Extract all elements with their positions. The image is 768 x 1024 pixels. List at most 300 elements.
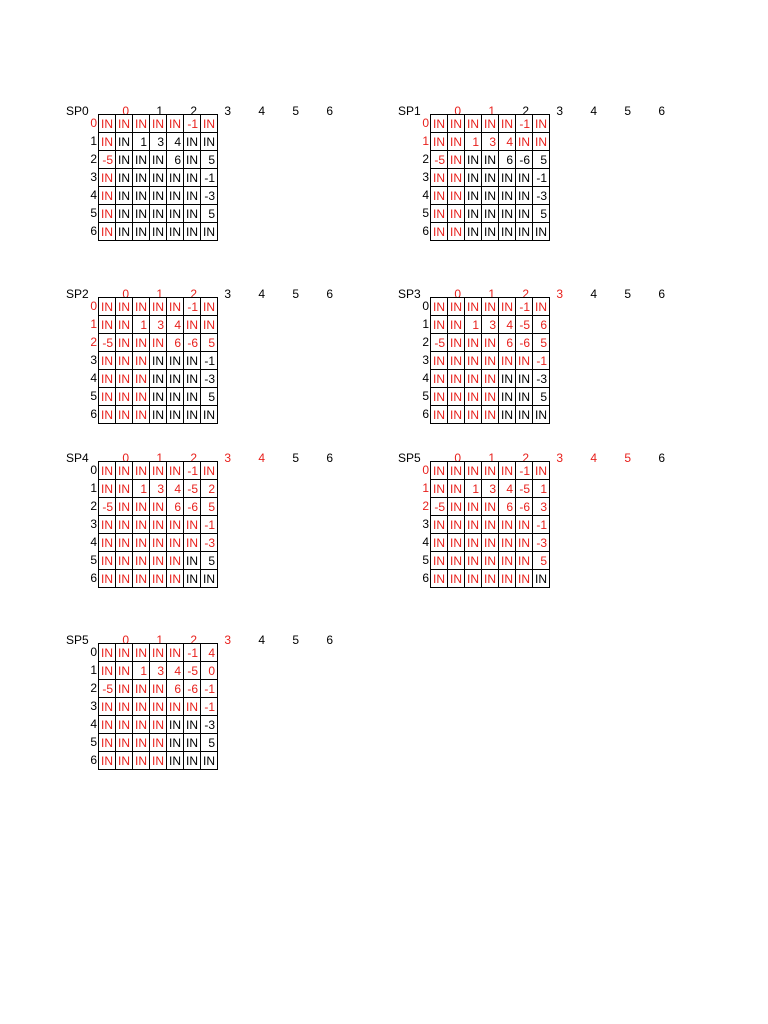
grid-cell[interactable]: IN xyxy=(499,205,516,223)
grid-cell[interactable]: 4 xyxy=(499,316,516,334)
grid-cell[interactable]: IN xyxy=(116,406,133,424)
grid-cell[interactable]: IN xyxy=(184,205,201,223)
grid-cell[interactable]: IN xyxy=(167,552,184,570)
grid-cell[interactable]: IN xyxy=(133,644,150,662)
grid-cell[interactable]: IN xyxy=(431,570,448,588)
grid-cell[interactable]: 6 xyxy=(533,316,550,334)
grid-cell[interactable]: IN xyxy=(431,115,448,133)
grid-cell[interactable]: IN xyxy=(99,752,116,770)
grid-cell[interactable]: IN xyxy=(431,552,448,570)
grid-cell[interactable]: IN xyxy=(448,205,465,223)
grid-cell[interactable]: IN xyxy=(99,516,116,534)
grid-cell[interactable]: -3 xyxy=(201,534,218,552)
grid-cell[interactable]: IN xyxy=(465,334,482,352)
grid-cell[interactable]: IN xyxy=(116,169,133,187)
grid-cell[interactable]: IN xyxy=(482,151,499,169)
grid-cell[interactable]: 5 xyxy=(201,205,218,223)
grid-cell[interactable]: IN xyxy=(116,734,133,752)
grid-cell[interactable]: IN xyxy=(465,462,482,480)
grid-cell[interactable]: IN xyxy=(448,334,465,352)
grid-cell[interactable]: IN xyxy=(99,662,116,680)
grid-cell[interactable]: IN xyxy=(150,644,167,662)
grid-cell[interactable]: IN xyxy=(133,498,150,516)
grid-cell[interactable]: 5 xyxy=(201,734,218,752)
grid-cell[interactable]: -1 xyxy=(201,680,218,698)
grid-cell[interactable]: -5 xyxy=(184,480,201,498)
grid-cell[interactable]: IN xyxy=(116,462,133,480)
grid-cell[interactable]: IN xyxy=(499,223,516,241)
grid-cell[interactable]: 3 xyxy=(533,498,550,516)
grid-cell[interactable]: IN xyxy=(167,352,184,370)
grid-cell[interactable]: IN xyxy=(516,133,533,151)
grid-cell[interactable]: IN xyxy=(465,352,482,370)
grid-cell[interactable]: IN xyxy=(99,734,116,752)
grid-cell[interactable]: -5 xyxy=(431,334,448,352)
grid-cell[interactable]: IN xyxy=(99,644,116,662)
grid-cell[interactable]: IN xyxy=(116,516,133,534)
grid-cell[interactable]: IN xyxy=(167,115,184,133)
grid-cell[interactable]: IN xyxy=(184,223,201,241)
grid-cell[interactable]: -5 xyxy=(184,662,201,680)
grid-cell[interactable]: IN xyxy=(99,698,116,716)
grid-cell[interactable]: IN xyxy=(184,552,201,570)
grid-cell[interactable]: IN xyxy=(482,498,499,516)
grid-cell[interactable]: IN xyxy=(167,734,184,752)
grid-cell[interactable]: IN xyxy=(99,388,116,406)
grid-cell[interactable]: IN xyxy=(516,223,533,241)
grid-cell[interactable]: IN xyxy=(448,498,465,516)
grid-cell[interactable]: 5 xyxy=(201,552,218,570)
grid-cell[interactable]: IN xyxy=(499,516,516,534)
grid-cell[interactable]: IN xyxy=(167,388,184,406)
grid-cell[interactable]: IN xyxy=(99,552,116,570)
grid-cell[interactable]: 6 xyxy=(499,498,516,516)
grid-cell[interactable]: IN xyxy=(516,187,533,205)
grid-cell[interactable]: IN xyxy=(184,752,201,770)
grid-cell[interactable]: IN xyxy=(133,298,150,316)
grid-cell[interactable]: IN xyxy=(482,205,499,223)
grid-cell[interactable]: 5 xyxy=(201,334,218,352)
grid-cell[interactable]: 5 xyxy=(533,552,550,570)
grid-cell[interactable]: IN xyxy=(465,388,482,406)
grid-cell[interactable]: 1 xyxy=(465,480,482,498)
grid-cell[interactable]: 4 xyxy=(167,316,184,334)
grid-cell[interactable]: IN xyxy=(116,716,133,734)
grid-cell[interactable]: IN xyxy=(116,334,133,352)
grid-cell[interactable]: 1 xyxy=(533,480,550,498)
grid-cell[interactable]: IN xyxy=(150,698,167,716)
grid-cell[interactable]: -1 xyxy=(533,516,550,534)
grid-cell[interactable]: IN xyxy=(99,716,116,734)
grid-cell[interactable]: 0 xyxy=(201,662,218,680)
grid-cell[interactable]: IN xyxy=(116,316,133,334)
grid-cell[interactable]: IN xyxy=(431,462,448,480)
grid-cell[interactable]: 5 xyxy=(533,205,550,223)
grid-cell[interactable]: -1 xyxy=(184,115,201,133)
grid-cell[interactable]: IN xyxy=(150,370,167,388)
grid-cell[interactable]: -6 xyxy=(184,334,201,352)
grid-cell[interactable]: IN xyxy=(533,298,550,316)
grid-cell[interactable]: IN xyxy=(150,498,167,516)
grid-cell[interactable]: IN xyxy=(482,115,499,133)
grid-cell[interactable]: IN xyxy=(133,534,150,552)
grid-cell[interactable]: IN xyxy=(448,352,465,370)
grid-cell[interactable]: IN xyxy=(116,151,133,169)
grid-cell[interactable]: IN xyxy=(167,187,184,205)
grid-cell[interactable]: IN xyxy=(99,115,116,133)
grid-cell[interactable]: IN xyxy=(133,406,150,424)
grid-cell[interactable]: -1 xyxy=(184,644,201,662)
grid-cell[interactable]: IN xyxy=(133,223,150,241)
grid-cell[interactable]: IN xyxy=(99,370,116,388)
grid-cell[interactable]: IN xyxy=(150,516,167,534)
grid-cell[interactable]: IN xyxy=(167,406,184,424)
grid-cell[interactable]: 4 xyxy=(167,133,184,151)
grid-cell[interactable]: IN xyxy=(184,187,201,205)
grid-cell[interactable]: IN xyxy=(499,370,516,388)
grid-cell[interactable]: IN xyxy=(184,316,201,334)
grid-cell[interactable]: IN xyxy=(116,698,133,716)
grid-cell[interactable]: IN xyxy=(499,352,516,370)
grid-cell[interactable]: IN xyxy=(133,516,150,534)
grid-cell[interactable]: 5 xyxy=(201,498,218,516)
grid-cell[interactable]: IN xyxy=(167,644,184,662)
grid-cell[interactable]: 3 xyxy=(150,316,167,334)
grid-cell[interactable]: IN xyxy=(150,752,167,770)
grid-cell[interactable]: IN xyxy=(133,334,150,352)
grid-cell[interactable]: IN xyxy=(465,570,482,588)
grid-cell[interactable]: IN xyxy=(116,570,133,588)
grid-cell[interactable]: IN xyxy=(99,316,116,334)
grid-cell[interactable]: IN xyxy=(184,570,201,588)
grid-cell[interactable]: IN xyxy=(150,462,167,480)
grid-cell[interactable]: IN xyxy=(99,480,116,498)
grid-cell[interactable]: IN xyxy=(133,462,150,480)
grid-cell[interactable]: -5 xyxy=(516,316,533,334)
grid-cell[interactable]: IN xyxy=(499,462,516,480)
grid-cell[interactable]: 3 xyxy=(150,662,167,680)
grid-cell[interactable]: IN xyxy=(99,205,116,223)
grid-cell[interactable]: IN xyxy=(465,498,482,516)
grid-cell[interactable]: IN xyxy=(516,388,533,406)
grid-cell[interactable]: IN xyxy=(516,534,533,552)
grid-cell[interactable]: IN xyxy=(184,151,201,169)
grid-cell[interactable]: 6 xyxy=(167,680,184,698)
grid-cell[interactable]: IN xyxy=(99,406,116,424)
grid-cell[interactable]: IN xyxy=(448,370,465,388)
grid-cell[interactable]: IN xyxy=(150,298,167,316)
grid-cell[interactable]: IN xyxy=(448,388,465,406)
grid-cell[interactable]: IN xyxy=(133,370,150,388)
grid-cell[interactable]: IN xyxy=(201,462,218,480)
grid-cell[interactable]: IN xyxy=(133,734,150,752)
grid-cell[interactable]: IN xyxy=(516,516,533,534)
grid-cell[interactable]: IN xyxy=(482,516,499,534)
grid-cell[interactable]: IN xyxy=(167,462,184,480)
grid-cell[interactable]: IN xyxy=(533,115,550,133)
grid-cell[interactable]: IN xyxy=(482,352,499,370)
grid-cell[interactable]: IN xyxy=(116,498,133,516)
grid-cell[interactable]: IN xyxy=(167,570,184,588)
grid-cell[interactable]: -5 xyxy=(99,498,116,516)
grid-cell[interactable]: IN xyxy=(516,570,533,588)
grid-cell[interactable]: IN xyxy=(448,516,465,534)
grid-cell[interactable]: -3 xyxy=(533,370,550,388)
grid-cell[interactable]: IN xyxy=(431,316,448,334)
grid-cell[interactable]: IN xyxy=(431,352,448,370)
grid-cell[interactable]: IN xyxy=(465,552,482,570)
grid-cell[interactable]: IN xyxy=(431,480,448,498)
grid-cell[interactable]: IN xyxy=(201,223,218,241)
grid-cell[interactable]: 4 xyxy=(201,644,218,662)
grid-cell[interactable]: IN xyxy=(465,406,482,424)
grid-cell[interactable]: IN xyxy=(482,406,499,424)
grid-cell[interactable]: IN xyxy=(116,205,133,223)
grid-cell[interactable]: 4 xyxy=(167,480,184,498)
grid-cell[interactable]: IN xyxy=(465,516,482,534)
grid-cell[interactable]: IN xyxy=(150,734,167,752)
grid-cell[interactable]: IN xyxy=(116,662,133,680)
grid-cell[interactable]: IN xyxy=(465,370,482,388)
grid-cell[interactable]: IN xyxy=(133,187,150,205)
grid-cell[interactable]: IN xyxy=(116,187,133,205)
grid-cell[interactable]: IN xyxy=(167,223,184,241)
grid-cell[interactable]: IN xyxy=(184,516,201,534)
grid-cell[interactable]: IN xyxy=(150,716,167,734)
grid-cell[interactable]: IN xyxy=(448,115,465,133)
grid-cell[interactable]: IN xyxy=(184,388,201,406)
grid-cell[interactable]: IN xyxy=(167,169,184,187)
grid-cell[interactable]: 3 xyxy=(482,133,499,151)
grid-cell[interactable]: 3 xyxy=(482,316,499,334)
grid-cell[interactable]: -6 xyxy=(516,334,533,352)
grid-cell[interactable]: IN xyxy=(150,187,167,205)
grid-cell[interactable]: IN xyxy=(499,298,516,316)
grid-cell[interactable]: IN xyxy=(167,516,184,534)
grid-cell[interactable]: -1 xyxy=(201,698,218,716)
grid-cell[interactable]: IN xyxy=(482,334,499,352)
grid-cell[interactable]: IN xyxy=(499,169,516,187)
grid-cell[interactable]: IN xyxy=(201,316,218,334)
grid-cell[interactable]: IN xyxy=(133,205,150,223)
grid-cell[interactable]: IN xyxy=(448,462,465,480)
grid-cell[interactable]: IN xyxy=(499,388,516,406)
grid-cell[interactable]: IN xyxy=(167,205,184,223)
grid-cell[interactable]: IN xyxy=(150,406,167,424)
grid-cell[interactable]: IN xyxy=(133,552,150,570)
grid-cell[interactable]: IN xyxy=(99,187,116,205)
grid-cell[interactable]: -6 xyxy=(516,151,533,169)
grid-cell[interactable]: IN xyxy=(533,570,550,588)
grid-cell[interactable]: 4 xyxy=(167,662,184,680)
grid-cell[interactable]: IN xyxy=(150,115,167,133)
grid-cell[interactable]: IN xyxy=(116,133,133,151)
grid-cell[interactable]: -5 xyxy=(99,151,116,169)
grid-cell[interactable]: IN xyxy=(431,169,448,187)
grid-cell[interactable]: IN xyxy=(448,151,465,169)
grid-cell[interactable]: IN xyxy=(516,169,533,187)
grid-cell[interactable]: 6 xyxy=(499,334,516,352)
grid-cell[interactable]: IN xyxy=(116,388,133,406)
grid-cell[interactable]: IN xyxy=(201,115,218,133)
grid-cell[interactable]: IN xyxy=(150,223,167,241)
grid-cell[interactable]: IN xyxy=(133,388,150,406)
grid-cell[interactable]: IN xyxy=(533,223,550,241)
grid-cell[interactable]: IN xyxy=(482,462,499,480)
grid-cell[interactable]: IN xyxy=(448,552,465,570)
grid-cell[interactable]: IN xyxy=(448,570,465,588)
grid-cell[interactable]: IN xyxy=(116,680,133,698)
grid-cell[interactable]: IN xyxy=(201,133,218,151)
grid-cell[interactable]: IN xyxy=(431,223,448,241)
grid-cell[interactable]: IN xyxy=(465,187,482,205)
grid-cell[interactable]: IN xyxy=(116,223,133,241)
grid-cell[interactable]: IN xyxy=(150,334,167,352)
grid-cell[interactable]: IN xyxy=(184,352,201,370)
grid-cell[interactable]: IN xyxy=(431,205,448,223)
grid-cell[interactable]: IN xyxy=(116,115,133,133)
grid-cell[interactable]: IN xyxy=(133,169,150,187)
grid-cell[interactable]: IN xyxy=(133,752,150,770)
grid-cell[interactable]: IN xyxy=(133,570,150,588)
grid-cell[interactable]: IN xyxy=(516,205,533,223)
grid-cell[interactable]: IN xyxy=(465,151,482,169)
grid-cell[interactable]: IN xyxy=(167,298,184,316)
grid-cell[interactable]: 6 xyxy=(167,334,184,352)
grid-cell[interactable]: IN xyxy=(448,223,465,241)
grid-cell[interactable]: IN xyxy=(167,716,184,734)
grid-cell[interactable]: IN xyxy=(448,298,465,316)
grid-cell[interactable]: IN xyxy=(116,534,133,552)
grid-cell[interactable]: IN xyxy=(133,151,150,169)
grid-cell[interactable]: IN xyxy=(116,752,133,770)
grid-cell[interactable]: IN xyxy=(201,570,218,588)
grid-cell[interactable]: IN xyxy=(465,223,482,241)
grid-cell[interactable]: 6 xyxy=(167,498,184,516)
grid-cell[interactable]: 1 xyxy=(133,133,150,151)
grid-cell[interactable]: IN xyxy=(184,370,201,388)
grid-cell[interactable]: IN xyxy=(116,644,133,662)
grid-cell[interactable]: 3 xyxy=(150,480,167,498)
grid-cell[interactable]: IN xyxy=(516,370,533,388)
grid-cell[interactable]: -5 xyxy=(99,334,116,352)
grid-cell[interactable]: IN xyxy=(431,298,448,316)
grid-cell[interactable]: -1 xyxy=(184,298,201,316)
grid-cell[interactable]: IN xyxy=(482,570,499,588)
grid-cell[interactable]: 5 xyxy=(533,334,550,352)
grid-cell[interactable]: -5 xyxy=(431,151,448,169)
grid-cell[interactable]: IN xyxy=(184,698,201,716)
grid-cell[interactable]: IN xyxy=(465,298,482,316)
grid-cell[interactable]: -1 xyxy=(184,462,201,480)
grid-cell[interactable]: IN xyxy=(99,570,116,588)
grid-cell[interactable]: IN xyxy=(99,298,116,316)
grid-cell[interactable]: -1 xyxy=(201,352,218,370)
grid-cell[interactable]: -1 xyxy=(201,169,218,187)
grid-cell[interactable]: 1 xyxy=(133,316,150,334)
grid-cell[interactable]: IN xyxy=(150,169,167,187)
grid-cell[interactable]: -6 xyxy=(184,498,201,516)
grid-cell[interactable]: IN xyxy=(99,169,116,187)
grid-cell[interactable]: IN xyxy=(133,680,150,698)
grid-cell[interactable]: -1 xyxy=(516,462,533,480)
grid-cell[interactable]: IN xyxy=(431,516,448,534)
grid-cell[interactable]: 3 xyxy=(150,133,167,151)
grid-cell[interactable]: IN xyxy=(516,406,533,424)
grid-cell[interactable]: IN xyxy=(448,316,465,334)
grid-cell[interactable]: IN xyxy=(431,370,448,388)
grid-cell[interactable]: -5 xyxy=(516,480,533,498)
grid-cell[interactable]: IN xyxy=(482,534,499,552)
grid-cell[interactable]: -5 xyxy=(99,680,116,698)
grid-cell[interactable]: IN xyxy=(499,570,516,588)
grid-cell[interactable]: IN xyxy=(465,115,482,133)
grid-cell[interactable]: -3 xyxy=(201,716,218,734)
grid-cell[interactable]: IN xyxy=(482,298,499,316)
grid-cell[interactable]: IN xyxy=(448,480,465,498)
grid-cell[interactable]: IN xyxy=(184,534,201,552)
grid-cell[interactable]: IN xyxy=(448,534,465,552)
grid-cell[interactable]: IN xyxy=(499,552,516,570)
grid-cell[interactable]: -6 xyxy=(516,498,533,516)
grid-cell[interactable]: -1 xyxy=(516,115,533,133)
grid-cell[interactable]: -1 xyxy=(533,352,550,370)
grid-cell[interactable]: -1 xyxy=(201,516,218,534)
grid-cell[interactable]: IN xyxy=(448,169,465,187)
grid-cell[interactable]: IN xyxy=(150,570,167,588)
grid-cell[interactable]: 5 xyxy=(533,151,550,169)
grid-cell[interactable]: IN xyxy=(482,388,499,406)
grid-cell[interactable]: 3 xyxy=(482,480,499,498)
grid-cell[interactable]: IN xyxy=(482,223,499,241)
grid-cell[interactable]: IN xyxy=(116,480,133,498)
grid-cell[interactable]: IN xyxy=(533,133,550,151)
grid-cell[interactable]: 4 xyxy=(499,133,516,151)
grid-cell[interactable]: IN xyxy=(116,352,133,370)
grid-cell[interactable]: IN xyxy=(431,406,448,424)
grid-cell[interactable]: 1 xyxy=(465,133,482,151)
grid-cell[interactable]: 5 xyxy=(201,388,218,406)
grid-cell[interactable]: IN xyxy=(133,698,150,716)
grid-cell[interactable]: -3 xyxy=(533,187,550,205)
grid-cell[interactable]: IN xyxy=(431,133,448,151)
grid-cell[interactable]: 1 xyxy=(133,662,150,680)
grid-cell[interactable]: IN xyxy=(99,223,116,241)
grid-cell[interactable]: IN xyxy=(116,298,133,316)
grid-cell[interactable]: IN xyxy=(150,552,167,570)
grid-cell[interactable]: 2 xyxy=(201,480,218,498)
grid-cell[interactable]: IN xyxy=(201,752,218,770)
grid-cell[interactable]: IN xyxy=(499,406,516,424)
grid-cell[interactable]: 6 xyxy=(499,151,516,169)
grid-cell[interactable]: IN xyxy=(482,187,499,205)
grid-cell[interactable]: IN xyxy=(482,552,499,570)
grid-cell[interactable]: IN xyxy=(184,169,201,187)
grid-cell[interactable]: IN xyxy=(116,370,133,388)
grid-cell[interactable]: IN xyxy=(201,406,218,424)
grid-cell[interactable]: IN xyxy=(99,352,116,370)
grid-cell[interactable]: -3 xyxy=(201,187,218,205)
grid-cell[interactable]: IN xyxy=(482,169,499,187)
grid-cell[interactable]: IN xyxy=(516,352,533,370)
grid-cell[interactable]: IN xyxy=(499,534,516,552)
grid-cell[interactable]: IN xyxy=(431,187,448,205)
grid-cell[interactable]: IN xyxy=(150,534,167,552)
grid-cell[interactable]: 5 xyxy=(533,388,550,406)
grid-cell[interactable]: -6 xyxy=(184,680,201,698)
grid-cell[interactable]: 6 xyxy=(167,151,184,169)
grid-cell[interactable]: -5 xyxy=(431,498,448,516)
